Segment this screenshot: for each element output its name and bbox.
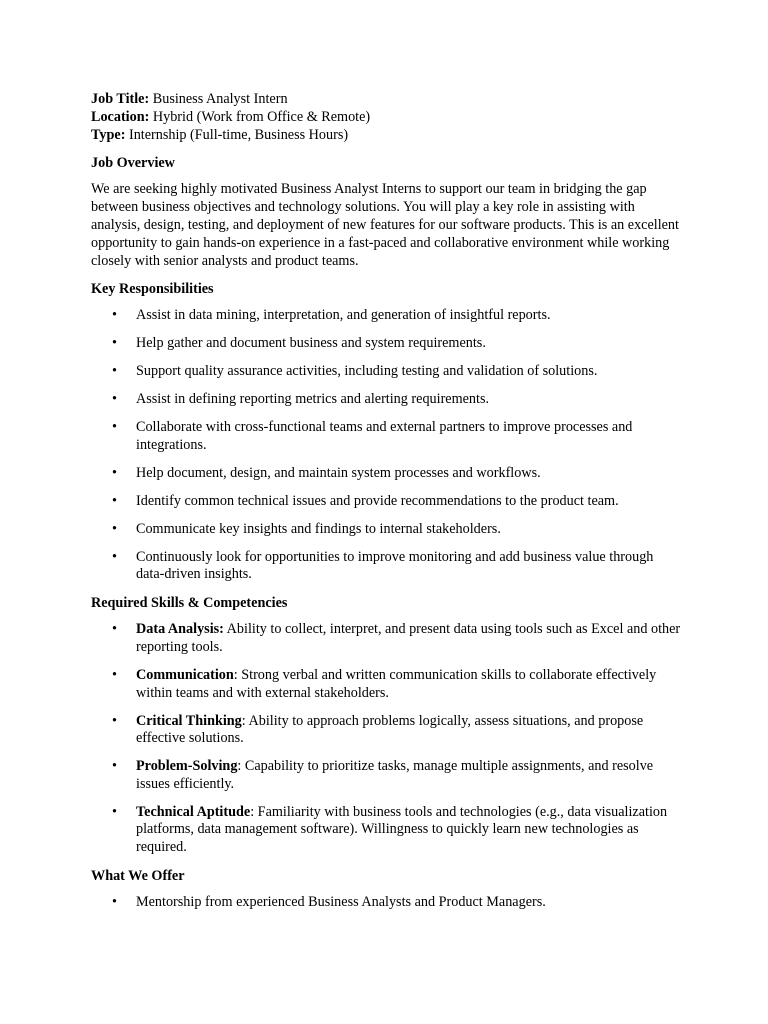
bullet-icon: • xyxy=(112,520,117,537)
skill-title: Problem-Solving xyxy=(136,758,238,775)
required-skills-heading: Required Skills & Competencies xyxy=(91,595,288,612)
location-value: Hybrid (Work from Office & Remote) xyxy=(149,108,371,125)
bullet-icon: • xyxy=(112,803,117,820)
what-we-offer-heading: What We Offer xyxy=(91,867,185,884)
list-item-text: Support quality assurance activities, including testing and validation of solutions. xyxy=(136,363,598,380)
job-title-label: Job Title: xyxy=(91,91,150,107)
offer-list xyxy=(91,894,681,912)
location-line xyxy=(91,109,681,127)
bullet-icon: • xyxy=(112,363,117,380)
list-item xyxy=(91,894,681,912)
list-item xyxy=(91,391,681,409)
bullet-icon: • xyxy=(112,492,117,509)
type-line xyxy=(91,127,681,145)
bullet-icon: • xyxy=(112,464,117,481)
skill-title: Communication xyxy=(136,667,234,683)
bullet-icon: • xyxy=(112,335,117,352)
skill-text: : Capability to prioritize tasks, manage multiple assignments, and resolve issues efficiently. xyxy=(136,758,654,792)
bullet-icon: • xyxy=(112,893,117,910)
list-item-text: Mentorship from experienced Business Analysts and Product Managers. xyxy=(136,893,546,910)
skill-text: : Strong verbal and written communication skills to collaborate effectively within teams and with external stakeholders. xyxy=(136,667,657,701)
list-item xyxy=(91,804,681,857)
list-item xyxy=(91,713,681,748)
bullet-icon: • xyxy=(112,548,117,565)
bullet-icon: • xyxy=(112,391,117,408)
type-label: Type: xyxy=(91,126,126,143)
list-item xyxy=(91,667,681,702)
list-item xyxy=(91,549,681,584)
list-item xyxy=(91,493,681,511)
skill-title: Technical Aptitude xyxy=(136,803,251,820)
list-item-text: Collaborate with cross-functional teams and external partners to improve processes and integrations. xyxy=(136,419,633,453)
responsibilities-list xyxy=(91,307,681,584)
job-overview-text: We are seeking highly motivated Business Analyst Interns to support our team in bridging the gap between business objectives and technology solutions. You will play a key role in assisting with analysis, design, testing, and deployment of new features for our software products. This is an excellent opportunity to gain hands-on experience in a fast-paced and collaborative environment while working closely with senior analysts and product teams. xyxy=(91,181,679,269)
list-item-text: Help gather and document business and system requirements. xyxy=(136,335,486,352)
job-title-line xyxy=(91,91,681,109)
list-item xyxy=(91,621,681,656)
bullet-icon: • xyxy=(112,667,117,683)
list-item-text: Help document, design, and maintain system processes and workflows. xyxy=(136,464,541,481)
skill-title: Data Analysis: xyxy=(136,621,224,638)
list-item xyxy=(91,521,681,539)
list-item xyxy=(91,363,681,381)
job-title-value: Business Analyst Intern xyxy=(149,91,288,107)
list-item-text: Continuously look for opportunities to improve monitoring and add business value through data-driven insights. xyxy=(136,548,654,583)
job-description-document xyxy=(91,91,681,922)
skill-text: Ability to collect, interpret, and present data using tools such as Excel and other reporting tools. xyxy=(136,621,681,656)
list-item xyxy=(91,307,681,325)
skill-text: : Familiarity with business tools and technologies (e.g., data visualization platforms, data management software). Willingness to quickly learn new technologies as required. xyxy=(136,803,668,855)
bullet-icon: • xyxy=(112,307,117,324)
list-item xyxy=(91,419,681,454)
list-item-text: Assist in defining reporting metrics and alerting requirements. xyxy=(136,391,490,408)
bullet-icon: • xyxy=(112,758,117,775)
list-item xyxy=(91,758,681,793)
skills-list xyxy=(91,621,681,856)
list-item xyxy=(91,465,681,483)
key-responsibilities-heading: Key Responsibilities xyxy=(91,281,214,298)
list-item-text: Identify common technical issues and provide recommendations to the product team. xyxy=(136,492,619,509)
list-item-text: Communicate key insights and findings to internal stakeholders. xyxy=(136,520,501,537)
bullet-icon: • xyxy=(112,419,117,436)
job-overview-heading: Job Overview xyxy=(91,155,175,172)
list-item-text: Assist in data mining, interpretation, and generation of insightful reports. xyxy=(136,307,551,324)
list-item xyxy=(91,335,681,353)
bullet-icon: • xyxy=(112,712,117,729)
skill-title: Critical Thinking xyxy=(136,712,242,729)
location-label: Location: xyxy=(91,108,150,125)
bullet-icon: • xyxy=(112,621,117,638)
type-value: Internship (Full-time, Business Hours) xyxy=(125,126,349,143)
skill-text: : Ability to approach problems logically, assess situations, and propose effective solutions. xyxy=(136,712,644,747)
